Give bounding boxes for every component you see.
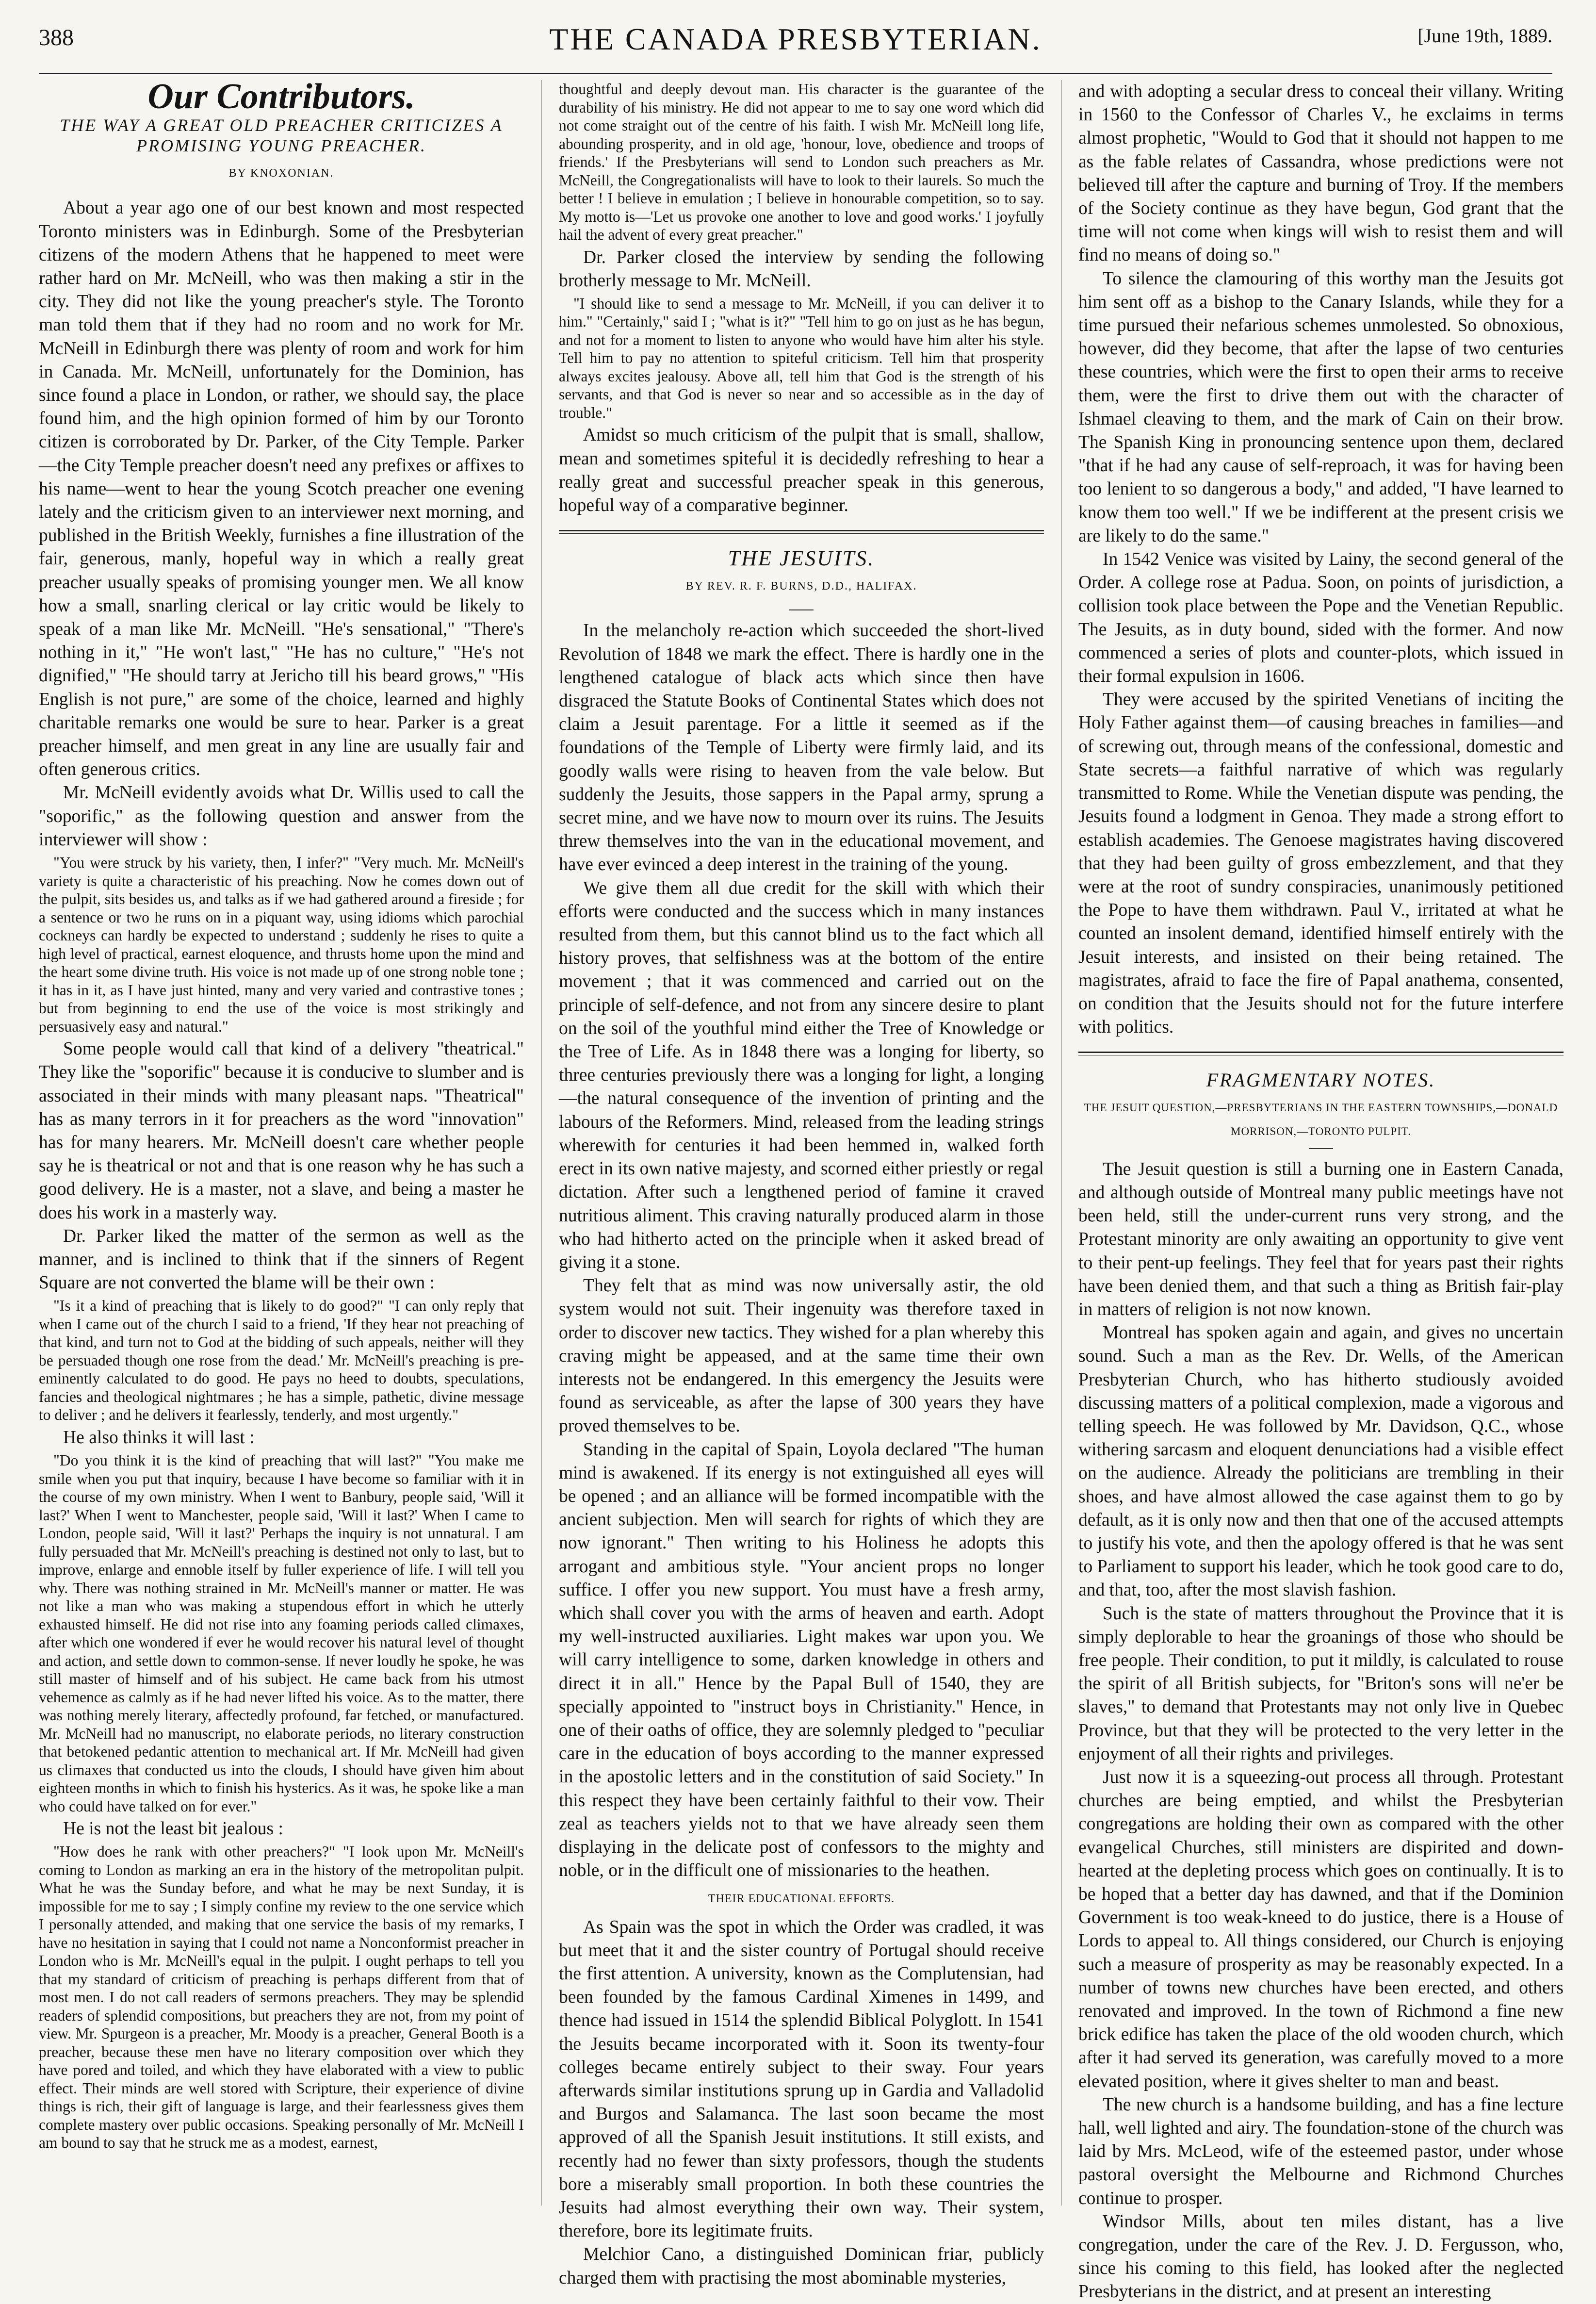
paragraph: The Jesuit question is still a burning one in Eastern Canada, and although outside of Montreal many public meetings have not been held, still the under-current runs very strong, and the Protestant minority are only awaiting an opportunity to give vent to their pent-up feelings. They feel that for years past their rights have been denied them, and that such a thing as British fair-play in matters of religion is not now known.: [1078, 1159, 1563, 1319]
paragraph: and with adopting a secular dress to conceal their villany. Writing in 1560 to the Confessor of Charles V., he exclaims in terms almost prophetic, "Would to God that it should not happen to me as the fable relates of Cassandra, whose predictions were not believed till after the capture and burning of Troy. If the members of the Society continue as they have begun, God grant that the time will not come when kings will wish to resist them and will find no means of doing so.": [1078, 82, 1563, 265]
page-header: [39, 24, 1552, 68]
paragraph: Windsor Mills, about ten miles distant, has a live congregation, under the care of the Rev. J. D. Fergusson, who, since his coming to this field, has looked after the neglected Presbyterians in the district, and at present an interesting: [1078, 2211, 1563, 2302]
quote-text: "How does he rank with other preachers?" "I look upon Mr. McNeill's coming to London as marking an era in the history of the metropolitan pulpit. What he was the Sunday before, and what he may be next Sunday, it is impossible for me to say ; I simply confine my review to the one service which I personally attended, and making that one service the basis of my remarks, I have no hesitation in saying that I could not name a Nonconformist preacher in London who is Mr. McNeill's equal in the pulpit. I ought perhaps to tell you that my standard of criticism of preaching is perhaps different from that of most men. I do not call readers of sermons preachers. They may be splendid readers of splendid compositions, but preachers they are not, from my point of view. Mr. Spurgeon is a preacher, Mr. Moody is a preacher, General Booth is a preacher, because these men have no literary composition over which they have pored and toiled, and which they have elaborated with a view to public effect. Their minds are well stored with Scripture, their experience of divine things is rich, their gift of language is large, and their fearlessness gives them complete mastery over public occasions. Speaking personally of Mr. McNeill I am bound to say that he struck me as a modest, earnest,: [39, 1843, 524, 2152]
column-1: [39, 77, 524, 2205]
paragraph: Dr. Parker closed the interview by sending the following brotherly message to Mr. McNeill.: [559, 247, 1044, 291]
paragraph: He also thinks it will last :: [63, 1427, 255, 1448]
header-rule: [39, 73, 1552, 74]
quote-text: "Do you think it is the kind of preaching that will last?" "You make me smile when you put that inquiry, because I have become so familiar with it in the course of my own ministry. When I went to Banbury, people said, 'Will it last?' When I went to Manchester, people said, 'Will it last?' When I came to London, people said, 'Will it last?' Perhaps the inquiry is not unnatural. I am fully persuaded that Mr. McNeill's preaching is destined not only to last, but to improve, enlarge and ennoble itself by fuller experience of life. I will tell you why. There was nothing strained in Mr. McNeill's manner or matter. He was not like a man who was making a stupendous effort in which he utterly exhausted himself. He did not rise into any foaming periods called climaxes, after which one wondered if ever he would recover his natural level of thought and action, and settle down to common-sense. If never loudly he spoke, he was still master of himself and of his subject. He came back from his utmost vehemence as calmly as if he had never lifted his voice. As to the matter, there was nothing merely literary, affectedly profound, far fetched, or manufactured. Mr. McNeill had no manuscript, no elaborate periods, no literary construction that betokened pedantic attention to mechanical art. If Mr. McNeill had given us climaxes that conducted us into the clouds, I should have given him about eighteen months in which to finish his hysterics. As it was, he spoke like a man who could have talked on for ever.": [39, 1452, 524, 1815]
paragraph: Mr. McNeill evidently avoids what Dr. Willis used to call the "soporific," as the following question and answer from the interviewer will show :: [39, 783, 524, 850]
paragraph: Such is the state of matters throughout the Province that it is simply deplorable to hear the groanings of those who should be free people. Their condition, to put it mildly, is calculated to rouse the spirit of all British subjects, for "Briton's sons will ne'er be slaves," to demand that Protestants may not only live in Quebec Province, but that they will be protected to the very letter in the enjoyment of all their rights and privileges.: [1078, 1603, 1563, 1764]
paragraph: Montreal has spoken again and again, and gives no uncertain sound. Such a man as the Rev. Dr. Wells, of the American Presbyterian Church, who has hitherto studiously avoided discussing matters of a political complexion, made a vigorous and telling speech. He was followed by Mr. Davidson, Q.C., whose withering sarcasm and eloquent denunciations had a visible effect on the audience. Already the politicians are trembling in their shoes, and have almost allowed the case against them to go by default, as it is only now and then that one of the accused attempts to justify his vote, and then the apology offered is that he was sent to Parliament to support his leader, which he took good care to do, and that, too, after the most slavish fashion.: [1078, 1323, 1563, 1600]
journal-title: THE CANADA PRESBYTERIAN.: [549, 22, 1042, 56]
quote-text: "I should like to send a message to Mr. McNeill, if you can deliver it to him." "Certainly," said I ; "what is it?" "Tell him to go on just as he has begun, and not for a moment to listen to anyone who would have him alter his style. Tell him to pay no attention to spiteful criticism. Tell him that prosperity always excites jealousy. Above all, tell him that God is the strength of his servants, and that God is never so near and so accessible as in the day of trouble.": [559, 295, 1044, 421]
column-divider: [1061, 80, 1062, 2205]
interview-quote: [39, 1451, 524, 1815]
column-2: [559, 80, 1044, 2288]
article-divider: [559, 530, 1044, 534]
interview-quote: [559, 80, 1044, 244]
page-number: 388: [39, 25, 74, 50]
paragraph: He is not the least bit jealous :: [63, 1819, 283, 1839]
article-subtitle: THE JESUIT QUESTION,—PRESBYTERIANS IN THE EASTERN TOWNSHIPS,—DONALD MORRISON,—TORONTO PULPIT.: [1084, 1102, 1558, 1137]
paragraph: Standing in the capital of Spain, Loyola declared "The human mind is awakened. If its energy is not extinguished all eyes will be opened ; and an alliance will be formed incompatible with the ancient subjection. Men will search for rights of which they are now ignorant." Then writing to his Holiness he adopts this arrogant and ambitious style. "Your ancient props no longer suffice. I offer you new support. You must have a fresh army, which shall cover you with the arms of heaven and earth. Adopt my well-instructed auxiliaries. Light makes war upon you. We will carry intelligence to some, darken knowledge in others and direct it in all." Hence by the Papal Bull of 1540, they are specially appointed to "instruct boys in Christianity." Hence, in one of their oaths of office, they are solemnly pledged to "peculiar care in the education of boys according to the manner expressed in the apostolic letters and in the constitution of said Society." In this respect they have been certainly faithful to their vow. Their zeal as teachers yields not to that we have already seen them displaying in the delicate post of confessors to the mighty and noble, or in the difficult one of missionaries to the heathen.: [559, 1439, 1044, 1881]
paragraph: In 1542 Venice was visited by Lainy, the second general of the Order. A college rose at Padua. Soon, on points of jurisdiction, a collision took place between the Pope and the Venetian Republic. The Jesuits, as in duty bound, sided with the former. And now commenced a series of plots and counter-plots, which issued in their formal expulsion in 1606.: [1078, 549, 1563, 687]
paragraph: Some people would call that kind of a delivery "theatrical." They like the "soporific" because it is conducive to slumber and is associated in their minds with many pleasant naps. "Theatrical" has as many terrors in it for preachers as the word "innovation" has for many hearers. Mr. McNeill doesn't care whether people say he is theatrical or not and that is one reason why he has such a good delivery. He is a master, not a slave, and being a master he does his work in a masterly way.: [39, 1039, 524, 1223]
article-byline: BY REV. R. F. BURNS, D.D., HALIFAX.: [685, 580, 917, 593]
quote-text: "You were struck by his variety, then, I infer?" "Very much. Mr. McNeill's variety is quite a characteristic of his preaching. Now he comes down out of the pulpit, sits besides us, and talks as if we had gathered around a fireside ; for a sentence or two he runs on in a piquant way, using idioms which parochial cockneys can hardly be expected to understand ; suddenly he rises to quite a high level of practical, earnest eloquence, and thrusts home upon the mind and the heart some divine truth. His voice is not made up of one strong noble tone ; it has in it, as I have just hinted, many and very varied and contrastive tones ; but from beginning to end the use of the voice is most strikingly and persuasively easy and natural.": [39, 854, 524, 1035]
paragraph: They were accused by the spirited Venetians of inciting the Holy Father against them—of causing breaches in families—and of screwing out, through means of the confessional, domestic and State secrets—a faithful narrative of which was regularly transmitted to Rome. While the Venetian dispute was pending, the Jesuits found a lodgment in Genoa. They made a strong effort to establish academies. The Genoese magistrates having discovered that they had been guilty of gross embezzlement, and that they were at the root of sundry conspiracies, unanimously petitioned the Pope to have them withdrawn. Paul V., irritated at what he counted an insolent demand, identified himself entirely with the Jesuit interests, and insisted on their being retained. The magistrates, afraid to face the fire of Papal anathema, consented, on condition that the Jesuits should not for the future interfere with politics.: [1078, 690, 1563, 1037]
column-3: [1078, 80, 1563, 2302]
section-heading: Our Contributors.: [147, 77, 415, 116]
interview-quote: [559, 295, 1044, 422]
short-rule: [789, 609, 814, 610]
article-title: THE WAY A GREAT OLD PREACHER CRITICIZES A PROMISING YOUNG PREACHER.: [60, 115, 503, 156]
article-title: FRAGMENTARY NOTES.: [1206, 1069, 1436, 1091]
quote-text: "Is it a kind of preaching that is likely to do good?" "I can only reply that when I came out of the church I said to a friend, 'If they hear not preaching of that kind, and turn not to God at the bidding of such appeals, neither will they be persuaded though one rose from the dead.' Mr. McNeill's preaching is pre-eminently calculated to do good. He pays no heed to doubts, speculations, fancies and theological nightmares ; he has a simple, pathetic, divine message to deliver ; and he delivers it fearlessly, tenderly, and most urgently.": [39, 1297, 524, 1424]
paragraph: To silence the clamouring of this worthy man the Jesuits got him sent off as a bishop to the Canary Islands, while they for a time pursued their nefarious schemes unmolested. So obnoxious, however, did they become, that after the lapse of two centuries these countries, which were the first to open their arms to receive them, were the first to drive them out with the character of Ishmael cleaving to them, and the mark of Cain on their brow. The Spanish King in pronouncing sentence upon them, declared "that if he had any cause of self-reproach, it was for having been too lenient to so dangerous a body," and added, "I have learned to know them too well." If we be indifferent at the present crisis we are likely to do the same.": [1078, 268, 1563, 546]
subheading: THEIR EDUCATIONAL EFFORTS.: [708, 1893, 895, 1906]
quote-text: thoughtful and deeply devout man. His character is the guarantee of the durability of his ministry. He did not appear to me to say one word which did not come straight out of the centre of his faith. I wish Mr. McNeill long life, abounding prosperity, and in old age, 'honour, love, obedience and troops of friends.' If the Presbyterians will send to London such preachers as Mr. McNeill, the Congregationalists will have to look to their laurels. So much the better ! I believe in emulation ; I believe in honourable competition, so to say. My motto is—'Let us provoke one another to love and good works.' I joyfully hail the advent of every great preacher.": [559, 81, 1044, 243]
paragraph: About a year ago one of our best known and most respected Toronto ministers was in Edinburgh. Some of the Presbyterian citizens of the modern Athens that he happened to meet were rather hard on Mr. McNeill, who was then making a stir in the city. They did not like the young preacher's style. The Toronto man told them that if they had no room and no work for Mr. McNeill in Edinburgh there was plenty of room and work for him in Canada. Mr. McNeill, unfortunately for the Dominion, has since found a place in London, or rather, we should say, the place found him, and the high opinion formed of him by our Toronto citizen is corroborated by Dr. Parker, of the City Temple. Parker—the City Temple preacher doesn't need any prefixes or affixes to his name—went to hear the young Scotch preacher one evening lately and the criticism given to an interviewer next morning, and published in the British Weekly, furnishes a fine illustration of the fair, generous, manly, hopeful way in which a really great preacher usually speaks of promising younger men. We all know how a small, snarling clerical or lay critic would be likely to speak of a man like Mr. McNeill. "He's sensational," "There's nothing in it," "He won't last," "He has no culture," "He's not dignified," "He should tarry at Jericho till his beard grows," "His English is not pure," are some of the choice, learned and highly charitable remarks one would be sure to hear. Parker is a great preacher himself, and men great in any line are usually fair and often generous critics.: [39, 198, 524, 780]
paragraph: Just now it is a squeezing-out process all through. Protestant churches are being emptied, and whilst the Presbyterian congregations are holding their own as compared with the other evangelical Churches, still ministers are dispirited and down-hearted at the depleting process which goes on continually. It is to be hoped that a better day has dawned, and that if the Dominion Government is too weak-kneed to do justice, there is a House of Lords to appeal to. All things considered, our Church is enjoying such a measure of prosperity as may be reasonably expected. In a number of towns new churches have been erected, and others renovated and improved. In the town of Richmond a fine new brick edifice has taken the place of the old wooden church, which after it had served its generation, was carefully moved to a more elevated position, where it gives shelter to man and beast.: [1078, 1767, 1563, 2091]
column-divider: [541, 80, 542, 2205]
interview-quote: [39, 1843, 524, 2152]
issue-date: [June 19th, 1889.: [1417, 25, 1552, 47]
paragraph: In the melancholy re-action which succeeded the short-lived Revolution of 1848 we mark the effect. There is hardly one in the lengthened catalogue of black acts which since then have disgraced the Statute Books of Continental States which does not claim a Jesuit parentage. For a little it seemed as if the foundations of the Temple of Liberty were firmly laid, and its goodly walls were rising to heaven from the vale below. But suddenly the Jesuits, those sappers in the Papal army, sprung a secret mine, and we have now to mourn over its ruins. The Jesuits threw themselves into the van in the educational movement, and have ever evinced a deep interest in the training of the young.: [559, 621, 1044, 875]
paragraph: We give them all due credit for the skill with which their efforts were conducted and the success which in many instances resulted from them, but this cannot blind us to the fact which all history proves, that selfishness was at the bottom of the entire movement ; that it was commenced and carried out on the principle of self-defence, and not from any sincere desire to plant on the soil of the youthful mind either the Tree of Knowledge or the Tree of Life. As in 1848 there was a longing for liberty, so three centuries previously there was a longing for light, a longing—the natural consequence of the invention of printing and the labours of the Reformers. Mind, released from the leading strings wherewith for centuries it had been hemmed in, walked forth erect in its own native majesty, and scorned either priestly or regal dictation. After such a lengthened period of famine it craved nutritious aliment. This craving naturally produced alarm in those who had hitherto acted on the principle when it asked bread of giving it a stone.: [559, 878, 1044, 1272]
article-byline: BY KNOXONIAN.: [228, 167, 334, 180]
paragraph: Dr. Parker liked the matter of the sermon as well as the manner, and is inclined to think that if the sinners of Regent Square are not converted the blame will be their own :: [39, 1226, 524, 1293]
interview-quote: [39, 1297, 524, 1424]
paragraph: Melchior Cano, a distinguished Dominican friar, publicly charged them with practising the most abominable mysteries,: [559, 2244, 1044, 2288]
paragraph: They felt that as mind was now universally astir, the old system would not suit. Their ingenuity was therefore taxed in order to discover new tactics. They wished for a plan whereby this craving might be appeased, and at the same time their own interests not be endangered. In this emergency the Jesuits were found as serviceable, as after the lapse of 300 years they have proved themselves to be.: [559, 1276, 1044, 1436]
paragraph: Amidst so much criticism of the pulpit that is small, shallow, mean and sometimes spiteful it is decidedly refreshing to hear a really great and successful preacher speak in this generous, hopeful way of a comparative beginner.: [559, 425, 1044, 516]
interview-quote: [39, 854, 524, 1036]
paragraph: The new church is a handsome building, and has a fine lecture hall, well lighted and airy. The foundation-stone of the church was laid by Mrs. McLeod, wife of the esteemed pastor, under whose pastoral oversight the Melbourne and Richmond Churches continue to prosper.: [1078, 2094, 1563, 2208]
article-divider: [1078, 1052, 1563, 1055]
paragraph: As Spain was the spot in which the Order was cradled, it was but meet that it and the sister country of Portugal should receive the first attention. A university, known as the Complutensian, had been founded by the famous Cardinal Ximenes in 1499, and thence had issued in 1514 the splendid Biblical Polyglott. In 1541 the Jesuits became incorporated with it. Soon its twenty-four colleges became entirely subject to their sway. Four years afterwards similar institutions sprung up in Gardia and Valladolid and Burgos and Salamanca. The last soon became the most approved of all the Spanish Jesuit institutions. It still exists, and recently had no fewer than sixty professors, though the students bore a miserably small proportion. In both these countries the Jesuits had almost everything their own way. Their system, therefore, bore its legitimate fruits.: [559, 1917, 1044, 2241]
article-title: THE JESUITS.: [728, 546, 875, 571]
short-rule: [1309, 1148, 1333, 1149]
